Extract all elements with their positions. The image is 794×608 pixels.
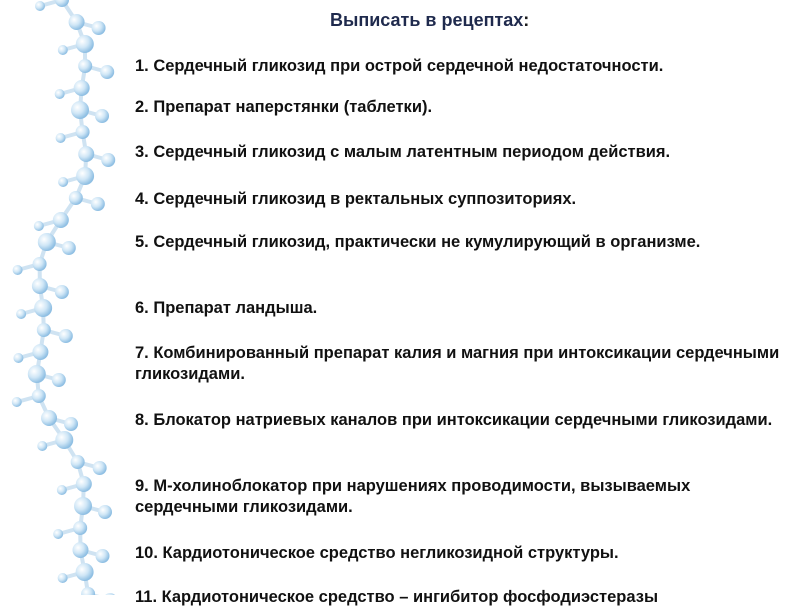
chain-atom [28,365,46,383]
chain-atom [76,167,94,185]
chain-atom [52,373,66,387]
chain-atom [32,389,46,403]
list-item-2: 2. Препарат наперстянки (таблетки). [135,98,433,116]
chain-atom [12,397,22,407]
chain-atom [64,417,78,431]
chain-atom [76,125,90,139]
list-item-6: 6. Препарат ландыша. [135,299,318,317]
list-item-3: 3. Сердечный гликозид с малым латентным периодом действия. [135,143,671,161]
chain-atom [71,455,85,469]
chain-atom [69,14,85,30]
chain-atom [95,109,109,123]
chain-atom [53,529,63,539]
chain-atom [38,233,56,251]
chain-atom [78,146,94,162]
list-item-10: 10. Кардиотоническое средство негликозидной структуры. [135,544,619,562]
chain-atom [78,59,92,73]
chain-atom [72,542,88,558]
chain-atom [73,521,87,535]
chain-atom [16,309,26,319]
chain-atom [34,299,52,317]
chain-atom [101,153,115,167]
chain-atom [37,441,47,451]
list-item-1: 1. Сердечный гликозид при острой сердечной недостаточности. [135,57,664,75]
list-item-5: 5. Сердечный гликозид, практически не кумулирующий в организме. [135,233,701,251]
chain-atom [41,410,57,426]
chain-atom [76,476,92,492]
chain-atom [56,133,66,143]
molecule-chain-decoration [0,0,150,595]
chain-atom [57,485,67,495]
chain-atom [74,80,90,96]
chain-atom [62,241,76,255]
chain-atom [32,278,48,294]
chain-atom [33,257,47,271]
title-colon: : [523,10,530,30]
chain-atom [55,431,73,449]
chain-atom [59,329,73,343]
chain-atom [58,177,68,187]
page-title [330,10,529,31]
chain-atom [76,35,94,53]
chain-atom [35,1,45,11]
chain-atom [55,285,69,299]
list-item-8: 8. Блокатор натриевых каналов при интоксикации сердечными гликозидами. [135,411,773,429]
title-text: Выписать в рецептах [330,10,524,30]
chain-atom [13,353,23,363]
chain-atom [53,212,69,228]
chain-atom [76,563,94,581]
chain-atom [71,101,89,119]
chain-atom [93,461,107,475]
chain-atom [32,344,48,360]
chain-atom [81,587,95,595]
chain-atom [58,573,68,583]
chain-atom [95,549,109,563]
chain-atom [37,323,51,337]
list-item-7: 7. Комбинированный препарат калия и магния при интоксикации сердечными гликозидами. [135,344,780,383]
chain-atom [34,221,44,231]
chain-atom [55,89,65,99]
chain-atom [100,65,114,79]
chain-atom [13,265,23,275]
chain-atom [92,21,106,35]
list-item-11: 11. Кардиотоническое средство – ингибитор фосфодиэстеразы [135,588,659,606]
chain-atom [91,197,105,211]
chain-atom [98,505,112,519]
chain-atom [58,45,68,55]
list-item-4: 4. Сердечный гликозид в ректальных суппозиториях. [135,190,577,208]
chain-atom [74,497,92,515]
chain-atom [69,191,83,205]
list-item-9: 9. М-холиноблокатор при нарушениях проводимости, вызываемых сердечными гликозидами. [135,477,691,516]
